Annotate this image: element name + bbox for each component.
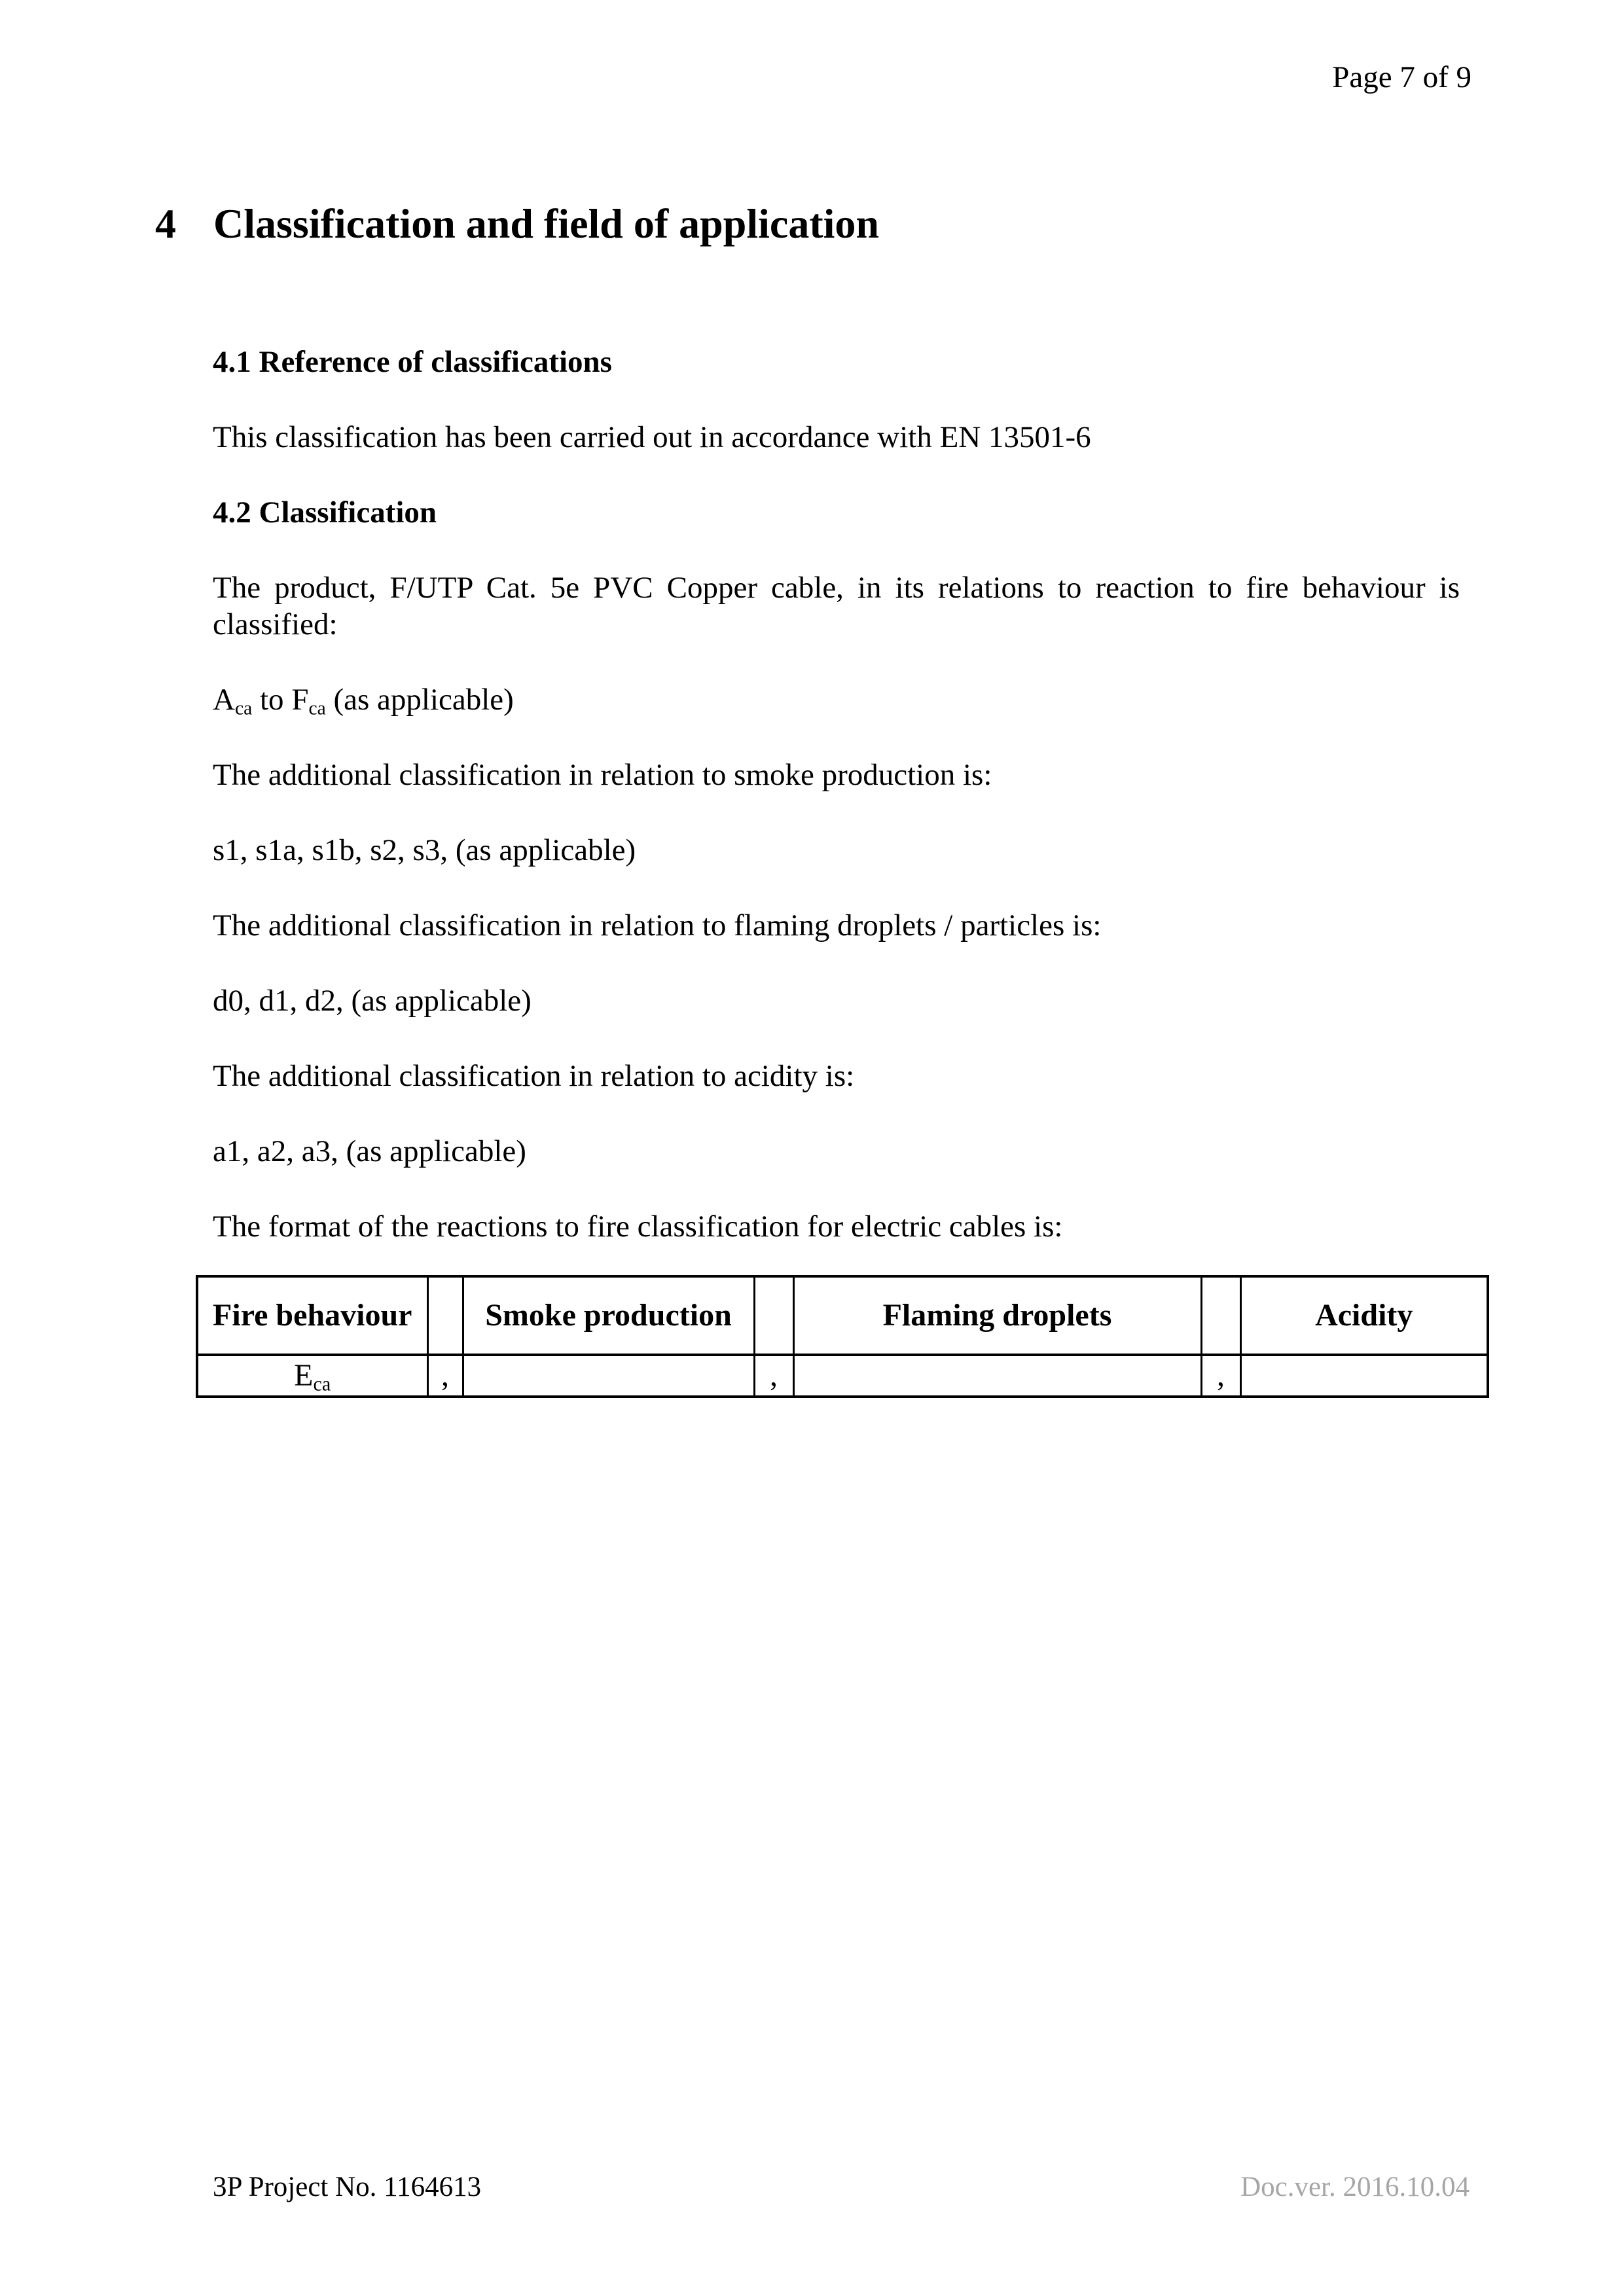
droplets-values-line: d0, d1, d2, (as applicable) <box>213 984 532 1018</box>
fire-behaviour-value-cell <box>197 1355 427 1397</box>
reference-paragraph: This classification has been carried out in accordance with EN 13501-6 <box>213 420 1091 454</box>
smoke-production-value-cell <box>463 1355 754 1397</box>
smoke-values-line: s1, s1a, s1b, s2, s3, (as applicable) <box>213 833 636 867</box>
comma-cell-2: , <box>754 1355 793 1397</box>
acidity-value-cell <box>1240 1355 1488 1397</box>
classification-format-table <box>196 1275 1489 1398</box>
table-data-row <box>197 1355 1488 1397</box>
acidity-header: Acidity <box>1240 1276 1488 1355</box>
section-number: 4 <box>155 200 176 247</box>
range-sub-a: ca <box>234 698 253 719</box>
table-header-row <box>197 1276 1488 1355</box>
range-sub-f: ca <box>308 698 326 719</box>
fire-behaviour-header: Fire behaviour <box>197 1276 427 1355</box>
flaming-droplets-value-cell <box>793 1355 1201 1397</box>
smoke-production-header: Smoke production <box>463 1276 754 1355</box>
separator-header-2 <box>754 1276 793 1355</box>
comma-cell-1: , <box>427 1355 463 1397</box>
fire-class-sub: ca <box>313 1372 331 1395</box>
page-footer <box>213 2170 1470 2204</box>
subsection-heading-4-1: 4.1 Reference of classifications <box>213 345 612 379</box>
acidity-values-line: a1, a2, a3, (as applicable) <box>213 1134 526 1168</box>
separator-header-3 <box>1201 1276 1240 1355</box>
fire-behaviour-range-line <box>213 681 1460 718</box>
doc-version: Doc.ver. 2016.10.04 <box>1240 2172 1470 2202</box>
acidity-intro-paragraph: The additional classification in relation to acidity is: <box>213 1059 855 1093</box>
flaming-droplets-header: Flaming droplets <box>793 1276 1201 1355</box>
smoke-intro-paragraph: The additional classification in relation to smoke production is: <box>213 758 992 792</box>
project-number: 3P Project No. 1164613 <box>213 2172 482 2202</box>
fire-class-base: E <box>294 1358 314 1393</box>
separator-header-1 <box>427 1276 463 1355</box>
droplets-intro-paragraph: The additional classification in relation to flaming droplets / particles is: <box>213 908 1102 942</box>
comma-cell-3: , <box>1201 1355 1240 1397</box>
range-joiner: to <box>252 683 292 717</box>
page-number: Page 7 of 9 <box>1332 60 1471 94</box>
subsection-heading-4-2: 4.2 Classification <box>213 495 437 529</box>
page-content <box>155 200 1460 1398</box>
format-intro-paragraph: The format of the reactions to fire classification for electric cables is: <box>213 1210 1063 1244</box>
range-base-f: F <box>291 683 309 717</box>
section-heading <box>155 200 1460 248</box>
range-base-a: A <box>213 683 235 717</box>
section-title: Classification and field of application <box>213 200 879 247</box>
range-suffix: (as applicable) <box>325 683 514 717</box>
product-classification-paragraph: The product, F/UTP Cat. 5e PVC Copper cable, in its relations to reaction to fire behaviour is classified: <box>213 571 1460 641</box>
